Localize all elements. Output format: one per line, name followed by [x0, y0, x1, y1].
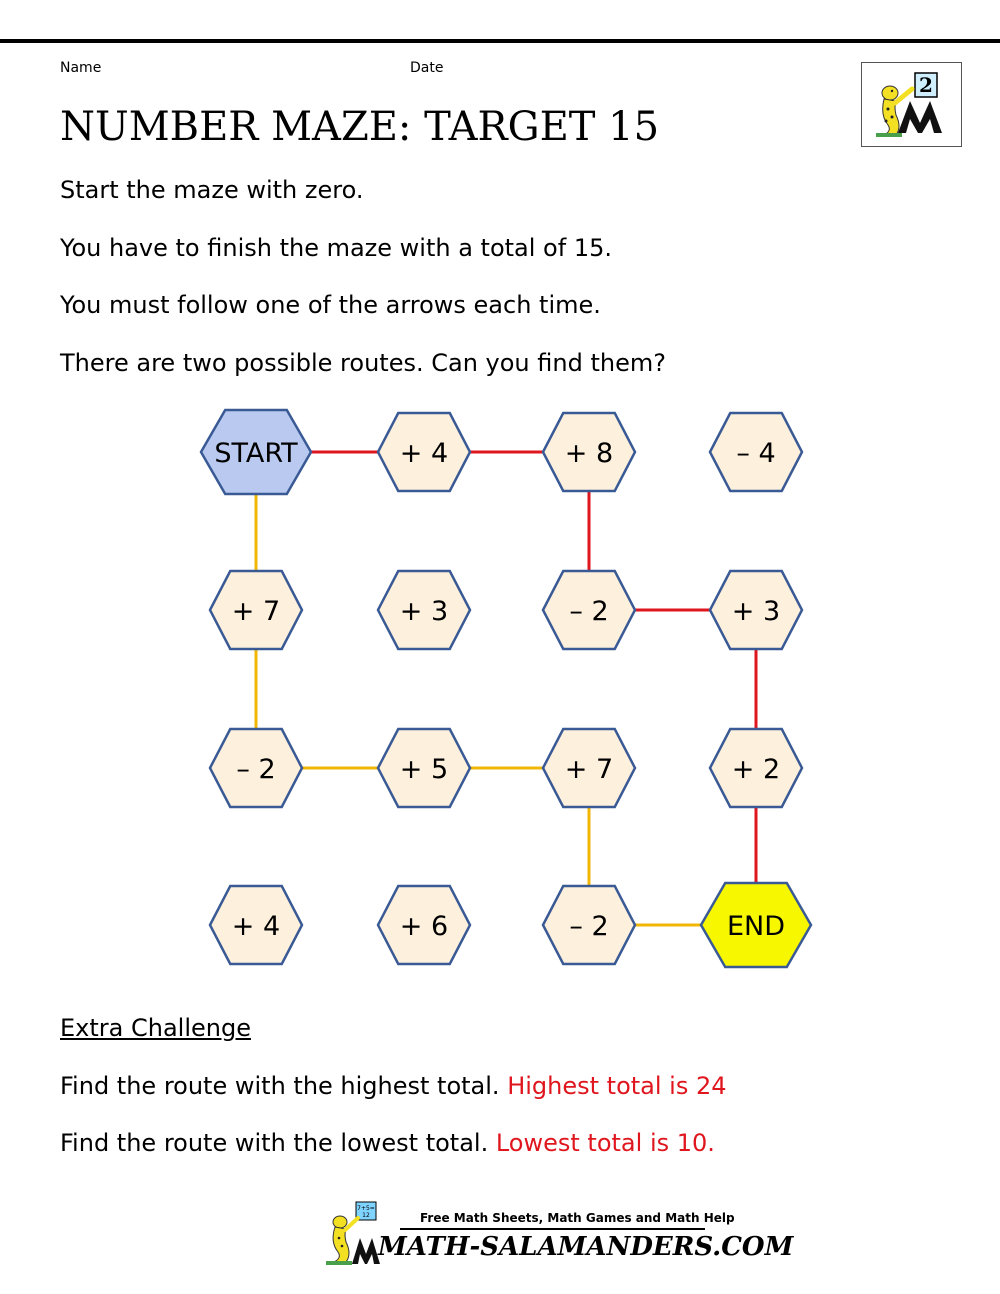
maze-cell-label: END: [726, 911, 786, 942]
maze-cell-label: START: [214, 438, 298, 469]
maze-cell-label: – 2: [236, 754, 276, 785]
maze-cell: [543, 571, 635, 649]
lowest-total-answer: Lowest total is 10.: [495, 1129, 715, 1157]
maze-cell: [210, 729, 302, 807]
extra-challenge-heading: Extra Challenge: [60, 1014, 251, 1042]
footer-tagline: Free Math Sheets, Math Games and Math Help: [420, 1211, 735, 1225]
maze-cell-label: + 3: [399, 596, 449, 627]
name-label: Name: [60, 60, 102, 76]
maze-cell: [710, 729, 802, 807]
date-label: Date: [410, 60, 444, 76]
maze-cell-label: – 4: [736, 438, 776, 469]
lowest-total-line: [60, 1129, 715, 1157]
maze-cell: [378, 729, 470, 807]
maze-cell: [378, 413, 470, 491]
highest-total-line: [60, 1072, 727, 1100]
maze-cell-label: + 5: [399, 754, 449, 785]
footer-logo-sum-bottom: 12: [362, 1212, 370, 1219]
maze-cell: [710, 571, 802, 649]
maze-cell-label: – 2: [569, 596, 609, 627]
maze-cell: [543, 886, 635, 964]
footer-rule: [400, 1228, 705, 1230]
highest-total-answer: Highest total is 24: [507, 1072, 727, 1100]
maze-cell-label: + 2: [731, 754, 781, 785]
footer-site-name: MATH-SALAMANDERS.COM: [378, 1232, 794, 1262]
footer-logo-sum-top: 7+5=: [357, 1205, 375, 1212]
maze-cell-label: + 4: [231, 911, 281, 942]
footer-logo: [320, 1198, 794, 1270]
end-cell: [701, 883, 811, 967]
maze-cell: [378, 571, 470, 649]
highest-total-prompt: Find the route with the highest total.: [60, 1072, 500, 1100]
lowest-total-prompt: Find the route with the lowest total.: [60, 1129, 489, 1157]
instruction-3: You must follow one of the arrows each time.: [60, 291, 601, 319]
instruction-2: You have to finish the maze with a total of 15.: [60, 234, 612, 262]
maze-cell-label: + 7: [564, 754, 614, 785]
maze-connectors: [256, 452, 756, 925]
maze-cell: [210, 886, 302, 964]
maze-cell-label: + 3: [731, 596, 781, 627]
maze-cell: [378, 886, 470, 964]
maze-cell-label: – 2: [569, 911, 609, 942]
instruction-1: Start the maze with zero.: [60, 176, 364, 204]
maze-cell: [543, 729, 635, 807]
maze-hexagons: [201, 410, 811, 967]
maze-cell-label: + 6: [399, 911, 449, 942]
grade-badge: 2: [919, 73, 933, 97]
footer-salamander-icon: [320, 1198, 380, 1270]
maze-cell: [210, 571, 302, 649]
maze-cell-label: + 7: [231, 596, 281, 627]
page-title: NUMBER MAZE: TARGET 15: [60, 104, 660, 150]
maze-cell-label: + 4: [399, 438, 449, 469]
maze-cell: [543, 413, 635, 491]
maze-cell-label: + 8: [564, 438, 614, 469]
instruction-4: There are two possible routes. Can you find them?: [60, 349, 666, 377]
maze-cell: [710, 413, 802, 491]
start-cell: [201, 410, 311, 494]
